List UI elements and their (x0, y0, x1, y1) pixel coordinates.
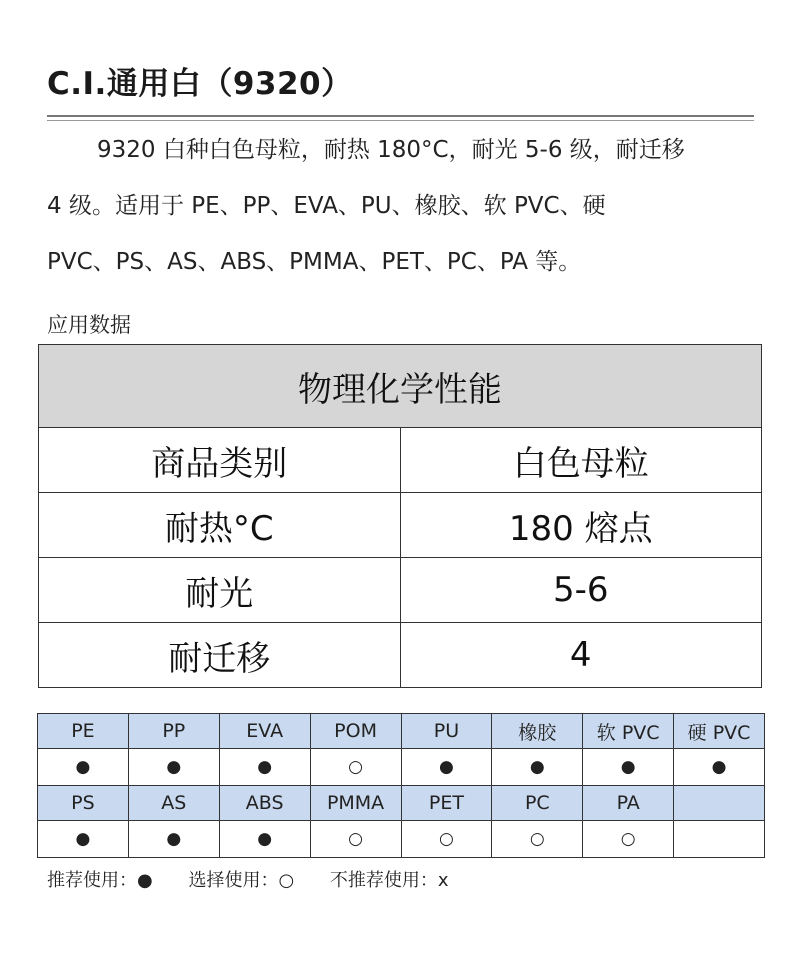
product-description (47, 122, 759, 290)
material-cell: PET (401, 786, 492, 821)
material-cell: ABS (219, 786, 310, 821)
suitability-mark: ○ (583, 821, 674, 858)
material-cell: PP (128, 714, 219, 749)
suitability-mark: ○ (310, 821, 401, 858)
property-name: 商品类别 (39, 428, 401, 493)
suitability-mark: ● (128, 821, 219, 858)
compatibility-table (37, 713, 765, 858)
legend-optional: 选择使用：○ (188, 870, 295, 891)
material-cell: PA (583, 786, 674, 821)
material-cell: 硬 PVC (674, 714, 765, 749)
legend-recommended: 推荐使用：● (47, 870, 153, 891)
property-value: 4 (400, 623, 762, 688)
suitability-mark: ○ (310, 749, 401, 786)
suitability-mark: ● (492, 749, 583, 786)
material-cell: EVA (219, 714, 310, 749)
material-cell: PMMA (310, 786, 401, 821)
material-cell: 软 PVC (583, 714, 674, 749)
suitability-row-2 (38, 821, 765, 858)
suitability-mark (674, 821, 765, 858)
properties-table (38, 344, 762, 688)
title-divider-thin (47, 120, 754, 121)
description-line-2: 4 级。适用于 PE、PP、EVA、PU、橡胶、软 PVC、硬 (47, 193, 606, 219)
material-cell: PE (38, 714, 129, 749)
property-name: 耐热°C (39, 493, 401, 558)
property-value: 180 熔点 (400, 493, 762, 558)
description-line-3: PVC、PS、AS、ABS、PMMA、PET、PC、PA 等。 (47, 249, 582, 275)
material-row-2 (38, 786, 765, 821)
property-value: 白色母粒 (400, 428, 762, 493)
table-row (39, 428, 762, 493)
material-cell: PU (401, 714, 492, 749)
suitability-mark: ● (38, 821, 129, 858)
material-row-1 (38, 714, 765, 749)
suitability-mark: ● (219, 821, 310, 858)
material-cell: 橡胶 (492, 714, 583, 749)
table-row (39, 493, 762, 558)
suitability-mark: ● (128, 749, 219, 786)
properties-header: 物理化学性能 (39, 345, 762, 428)
property-name: 耐迁移 (39, 623, 401, 688)
title-divider (47, 115, 754, 117)
suitability-mark: ● (583, 749, 674, 786)
table-row (39, 623, 762, 688)
table-row (39, 558, 762, 623)
material-cell: PC (492, 786, 583, 821)
usage-legend (47, 866, 479, 892)
material-cell: AS (128, 786, 219, 821)
properties-header-row (39, 345, 762, 428)
suitability-mark: ● (674, 749, 765, 786)
section-label: 应用数据 (47, 313, 131, 337)
suitability-row-1 (38, 749, 765, 786)
suitability-mark: ○ (492, 821, 583, 858)
suitability-mark: ● (219, 749, 310, 786)
legend-not-recommended: 不推荐使用：x (329, 870, 449, 891)
suitability-mark: ● (38, 749, 129, 786)
property-name: 耐光 (39, 558, 401, 623)
description-line-1: 9320 白种白色母粒，耐热 180°C，耐光 5-6 级，耐迁移 (97, 137, 685, 163)
material-cell (674, 786, 765, 821)
suitability-mark: ○ (401, 821, 492, 858)
property-value: 5-6 (400, 558, 762, 623)
suitability-mark: ● (401, 749, 492, 786)
material-cell: PS (38, 786, 129, 821)
material-cell: POM (310, 714, 401, 749)
page-title: C.I.通用白（9320） (47, 66, 353, 102)
